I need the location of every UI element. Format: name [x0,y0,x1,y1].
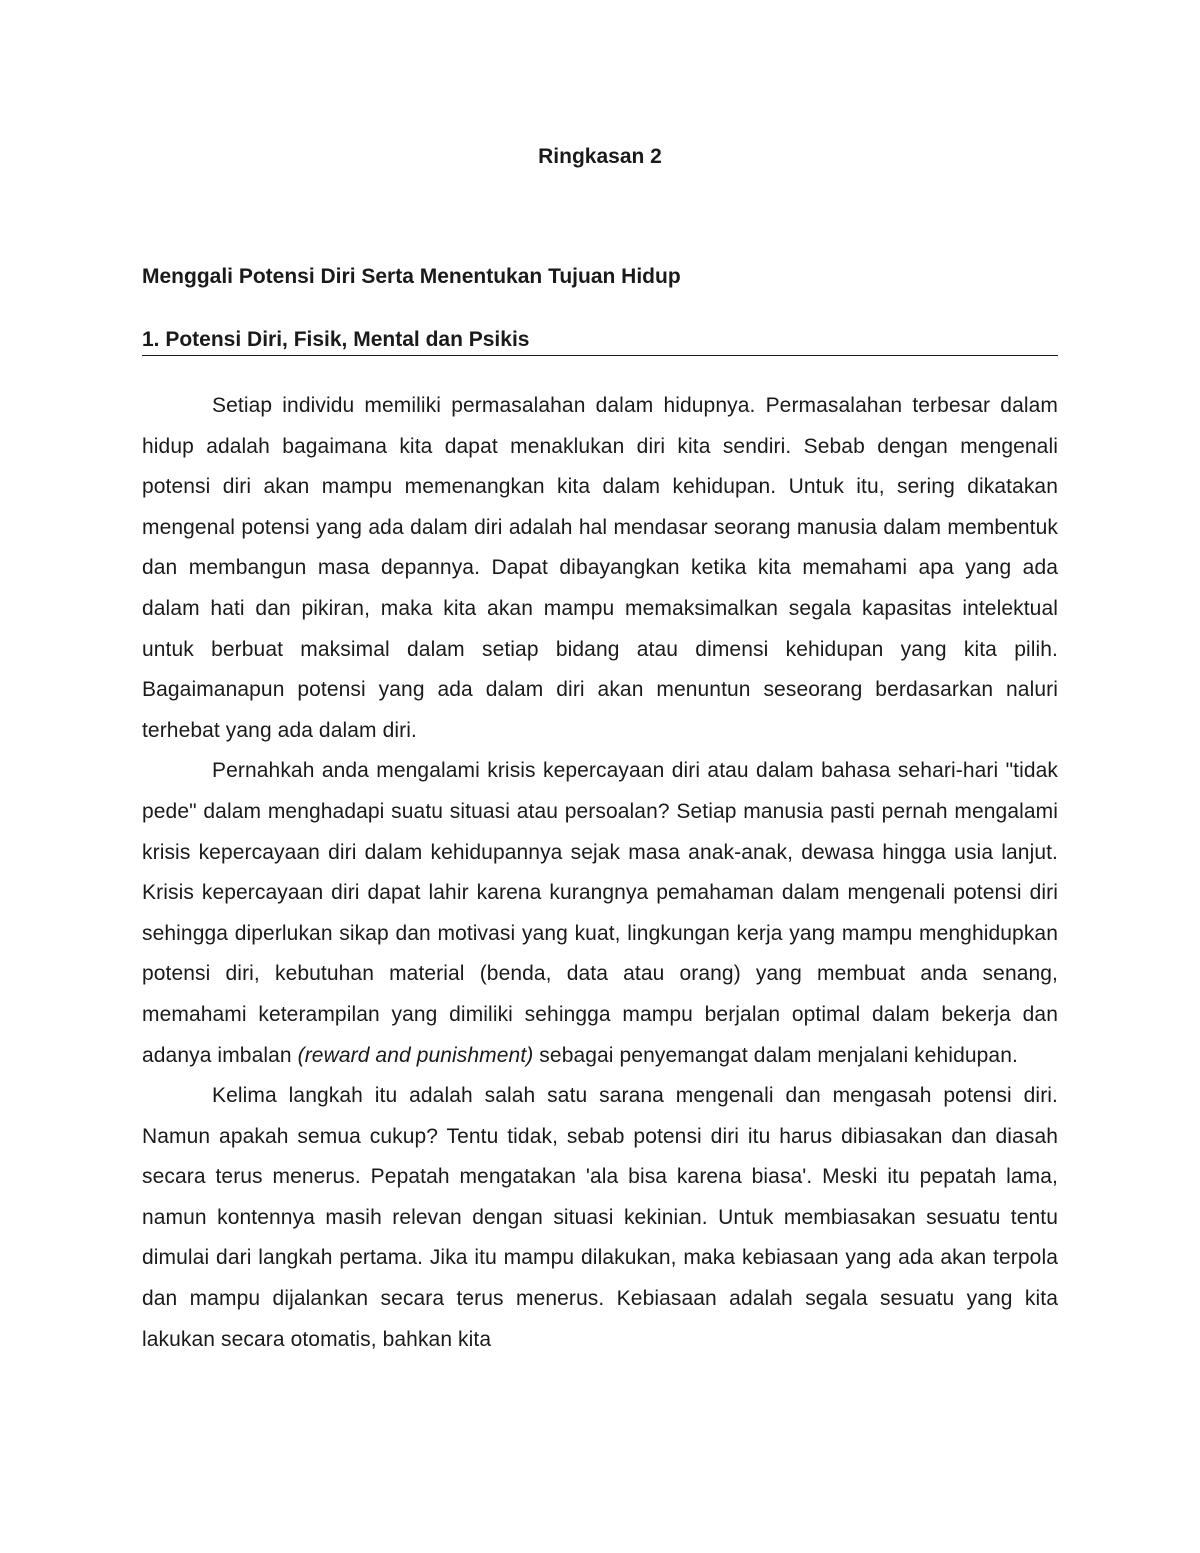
paragraph-2-text-end: sebagai penyemangat dalam menjalani kehidupan. [533,1043,1018,1067]
paragraph-2-text: Pernahkah anda mengalami krisis kepercayaan diri atau dalam bahasa sehari-hari "tidak pede" dalam menghadapi suatu situasi atau persoalan? Setiap manusia pasti pernah mengalami krisis kepercayaan diri dalam kehidupannya sejak masa anak-anak, dewasa hingga usia lanjut. Krisis kepercayaan diri dapat lahir karena kurangnya pemahaman dalam mengenali potensi diri sehingga diperlukan sikap dan motivasi yang kuat, lingkungan kerja yang mampu menghidupkan potensi diri, kebutuhan material (benda, data atau orang) yang membuat anda senang, memahami keterampilan yang dimiliki sehingga mampu berjalan optimal dalam bekerja dan adanya imbalan [142,759,1058,1067]
paragraph-2-italic-term: (reward and punishment) [297,1043,534,1067]
paragraph-1: Setiap individu memiliki permasalahan dalam hidupnya. Permasalahan terbesar dalam hidup adalah bagaimana kita dapat menaklukan diri kita sendiri. Sebab dengan mengenali potensi diri akan mampu memenangkan kita dalam kehidupan. Untuk itu, sering dikatakan mengenal potensi yang ada dalam diri adalah hal mendasar seorang manusia dalam membentuk dan membangun masa depannya. Dapat dibayangkan ketika kita memahami apa yang ada dalam hati dan pikiran, maka kita akan mampu memaksimalkan segala kapasitas intelektual untuk berbuat maksimal dalam setiap bidang atau dimensi kehidupan yang kita pilih. Bagaimanapun potensi yang ada dalam diri akan menuntun seseorang berdasarkan naluri terhebat yang ada dalam diri. [142,394,1058,742]
paragraph-2 [142,751,1058,1076]
body-text [142,386,1058,1360]
document-title: Ringkasan 2 [538,145,662,168]
paragraph-3: Kelima langkah itu adalah salah satu sarana mengenali dan mengasah potensi diri. Namun apakah semua cukup? Tentu tidak, sebab potensi diri itu harus dibiasakan dan diasah secara terus menerus. Pepatah mengatakan 'ala bisa karena biasa'. Meski itu pepatah lama, namun kontennya masih relevan dengan situasi kekinian. Untuk membiasakan sesuatu tentu dimulai dari langkah pertama. Jika itu mampu dilakukan, maka kebiasaan yang ada akan terpola dan mampu dijalankan secara terus menerus. Kebiasaan adalah segala sesuatu yang kita lakukan secara otomatis, bahkan kita [142,1084,1058,1351]
section-heading: 1. Potensi Diri, Fisik, Mental dan Psikis [142,326,1058,356]
main-heading: Menggali Potensi Diri Serta Menentukan Tujuan Hidup [142,265,681,288]
